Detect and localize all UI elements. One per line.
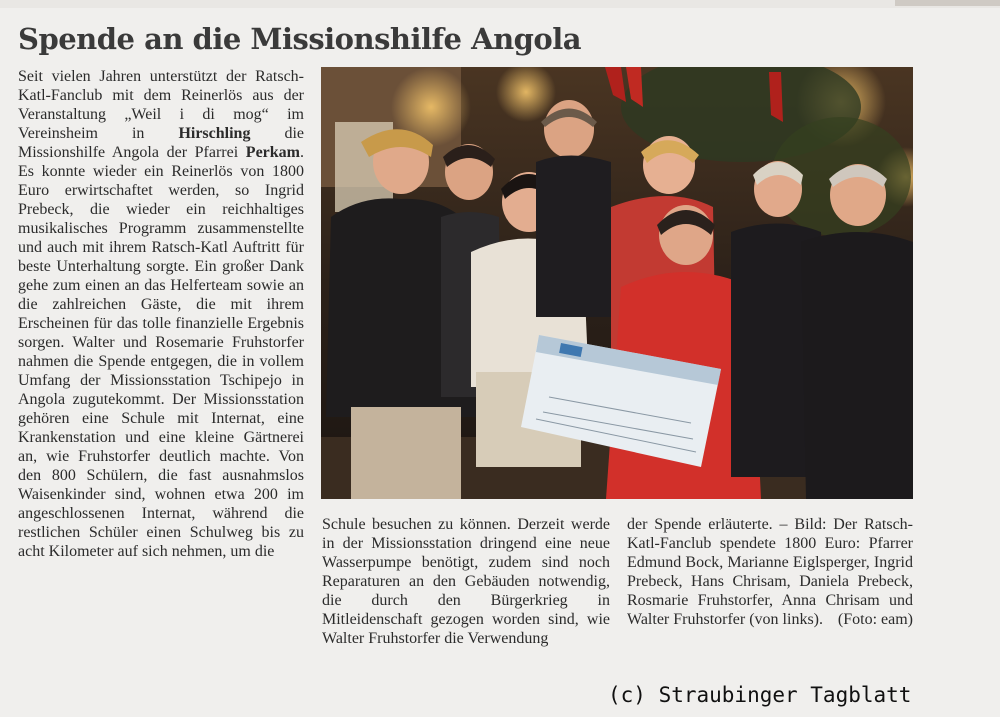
article-column-2	[322, 515, 610, 648]
bold-place-name: Hirschling	[178, 125, 251, 142]
article-column-1	[18, 67, 304, 561]
top-bar-accent	[895, 0, 1000, 6]
group-photo-illustration	[321, 67, 913, 499]
photo-credit: (Foto: eam)	[837, 611, 913, 628]
caption-text: der Spende erläuterte. – Bild: Der Ratsch-Katl-Fanclub spendete 1800 Euro: Pfarrer Edmund Bock, Marianne Eiglsperger, Ingrid Prebeck, Hans Chrisam, Daniela Prebeck, Rosmarie Fruhstorfer, Anna Chrisam und Walter Fruhstorfer (von links).	[627, 516, 913, 628]
column-1-text	[18, 67, 304, 561]
top-color-bar	[0, 0, 1000, 8]
article-column-3	[627, 515, 913, 629]
column-3-text	[627, 515, 913, 629]
bold-place-name: Perkam	[245, 144, 300, 161]
copyright-notice: (c) Straubinger Tagblatt	[608, 683, 912, 707]
article-headline: Spende an die Missionshilfe Angola	[18, 22, 582, 56]
article-photo	[321, 67, 913, 499]
column-2-text: Schule besuchen zu können. Derzeit werde in der Missionsstation dringend eine neue Wasserpumpe benötigt, zudem sind noch Reparaturen an den Gebäuden notwendig, die durch den Bürgerkrieg in Mitleidenschaft gezogen worden sind, wie Walter Fruhstorfer die Verwendung	[322, 516, 610, 647]
text-run: . Es konnte wieder ein Reinerlös von 1800 Euro erwirtschaftet werden, so Ingrid Prebeck, die wieder ein reichhaltiges musikalisches Programm zusammenstellte und auch mit ihrem Ratsch-Katl Auftritt für beste Unterhaltung sorgte. Ein großer Dank gehe zum einen an das Helferteam sowie an die zahlreichen Gäste, die mit ihrem Erscheinen für das tolle finanzielle Ergebnis sorgen. Walter und Rosemarie Fruhstorfer nahmen die Spende entgegen, die in vollem Umfang der Missionsstation Tschipejo in Angola zugutekommt. Der Missionsstation gehören eine Schule mit Internat, eine Krankenstation und eine kleine Gärtnerei an, wie Fruhstorfer deutlich machte. Von den 800 Schülern, die fast ausnahmslos Waisenkinder sind, wohnen etwa 200 im angeschlossenen Internat, während die restlichen Schüler einen Schulweg bis zu acht Kilometer auf sich nehmen, um die	[18, 144, 304, 560]
text-run: die Missionshilfe Angola der Pfarrei	[18, 125, 305, 161]
text-run: Seit vielen Jahren unterstützt der Ratsch-Katl-Fanclub mit dem Reinerlös aus der Veranstaltung „Weil i di mog“ im Vereinsheim in	[18, 68, 304, 142]
